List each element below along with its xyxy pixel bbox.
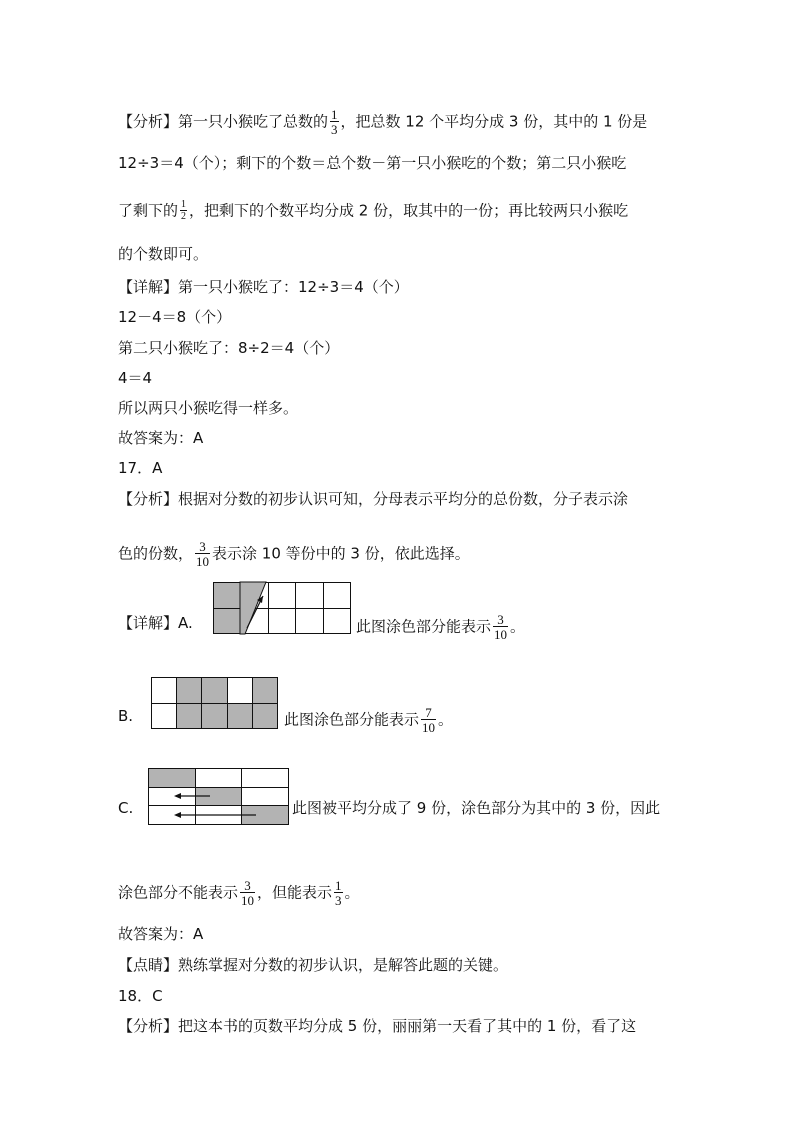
grid-cell xyxy=(177,703,202,729)
option-a-label: 【详解】A. xyxy=(118,614,193,632)
analysis-18-line-1: 【分析】把这本书的页数平均分成 5 份，丽丽第一天看了其中的 1 份，看了这 xyxy=(118,1017,637,1035)
grid-cell xyxy=(252,678,277,704)
grid-cell xyxy=(227,703,252,729)
grid-cell xyxy=(227,678,252,704)
text: 。 xyxy=(344,883,360,902)
text: ，但能表示 xyxy=(257,883,333,902)
analysis-17-line-1: 【分析】根据对分数的初步认识可知，分母表示平均分的总份数，分子表示涂 xyxy=(118,490,629,508)
fraction-one-third: $\frac{1}{3}$ xyxy=(335,878,342,908)
text: 此图涂色部分能表示 xyxy=(284,710,420,729)
text: 表示涂 10 等份中的 3 份，依此选择。 xyxy=(212,544,470,563)
detail-line-1: 【详解】第一只小猴吃了：12÷3＝4（个） xyxy=(118,278,409,296)
question-17: 17．A xyxy=(118,459,163,477)
analysis-line-1 xyxy=(118,108,647,136)
option-c-label: C. xyxy=(118,799,134,817)
detail-line-2: 12－4＝8（个） xyxy=(118,308,232,326)
text: 【分析】第一只小猴吃了总数的 xyxy=(118,112,329,131)
option-a-text xyxy=(356,613,525,641)
text: 涂色部分不能表示 xyxy=(118,883,239,902)
text: ，把总数 12 个平均分成 3 份，其中的 1 份是 xyxy=(340,112,648,131)
question-18: 18．C xyxy=(118,987,163,1005)
option-c-conclusion xyxy=(118,879,360,907)
text: 此图涂色部分能表示 xyxy=(356,617,492,636)
grid-cell xyxy=(252,703,277,729)
figure-c-arrows-icon xyxy=(148,768,290,826)
text: 色的份数， xyxy=(118,544,194,563)
analysis-line-4: 的个数即可。 xyxy=(118,245,209,263)
grid-cell xyxy=(152,678,177,704)
answer-line: 故答案为：A xyxy=(118,429,204,447)
grid-cell xyxy=(152,703,177,729)
option-c-text: 此图被平均分成了 9 份，涂色部分为其中的 3 份，因此 xyxy=(292,799,661,817)
detail-line-3: 第二只小猴吃了：8÷2＝4（个） xyxy=(118,339,340,357)
fraction-three-tenths: $\frac{3}{10}$ xyxy=(196,539,210,569)
key-point-17: 【点睛】熟练掌握对分数的初步认识，是解答此题的关键。 xyxy=(118,956,509,974)
text: 了剩下的 xyxy=(118,201,179,220)
figure-b-grid xyxy=(151,677,278,729)
text: 。 xyxy=(510,617,526,636)
fraction-one-third: $\frac{1}{3}$ xyxy=(331,107,338,137)
text: ，把剩下的个数平均分成 2 份，取其中的一份；再比较两只小猴吃 xyxy=(189,201,629,220)
analysis-line-2: 12÷3＝4（个）；剩下的个数＝总个数－第一只小猴吃的个数；第二只小猴吃 xyxy=(118,154,627,172)
answer-17: 故答案为：A xyxy=(118,925,204,943)
text: 。 xyxy=(438,710,454,729)
analysis-17-line-2 xyxy=(118,540,470,568)
detail-line-4: 4＝4 xyxy=(118,369,153,387)
option-b-label: B. xyxy=(118,707,134,725)
fraction-seven-tenths: $\frac{7}{10}$ xyxy=(422,705,436,735)
fraction-one-half: $\frac{1}{2}$ xyxy=(181,199,187,222)
detail-line-5: 所以两只小猴吃得一样多。 xyxy=(118,399,299,417)
figure-a-arrow-icon xyxy=(213,582,353,636)
fraction-three-tenths: $\frac{3}{10}$ xyxy=(241,878,255,908)
analysis-line-3 xyxy=(118,200,628,222)
grid-cell xyxy=(202,678,227,704)
grid-cell xyxy=(202,703,227,729)
grid-cell xyxy=(177,678,202,704)
fraction-three-tenths: $\frac{3}{10}$ xyxy=(494,612,508,642)
option-b-text xyxy=(284,706,453,734)
